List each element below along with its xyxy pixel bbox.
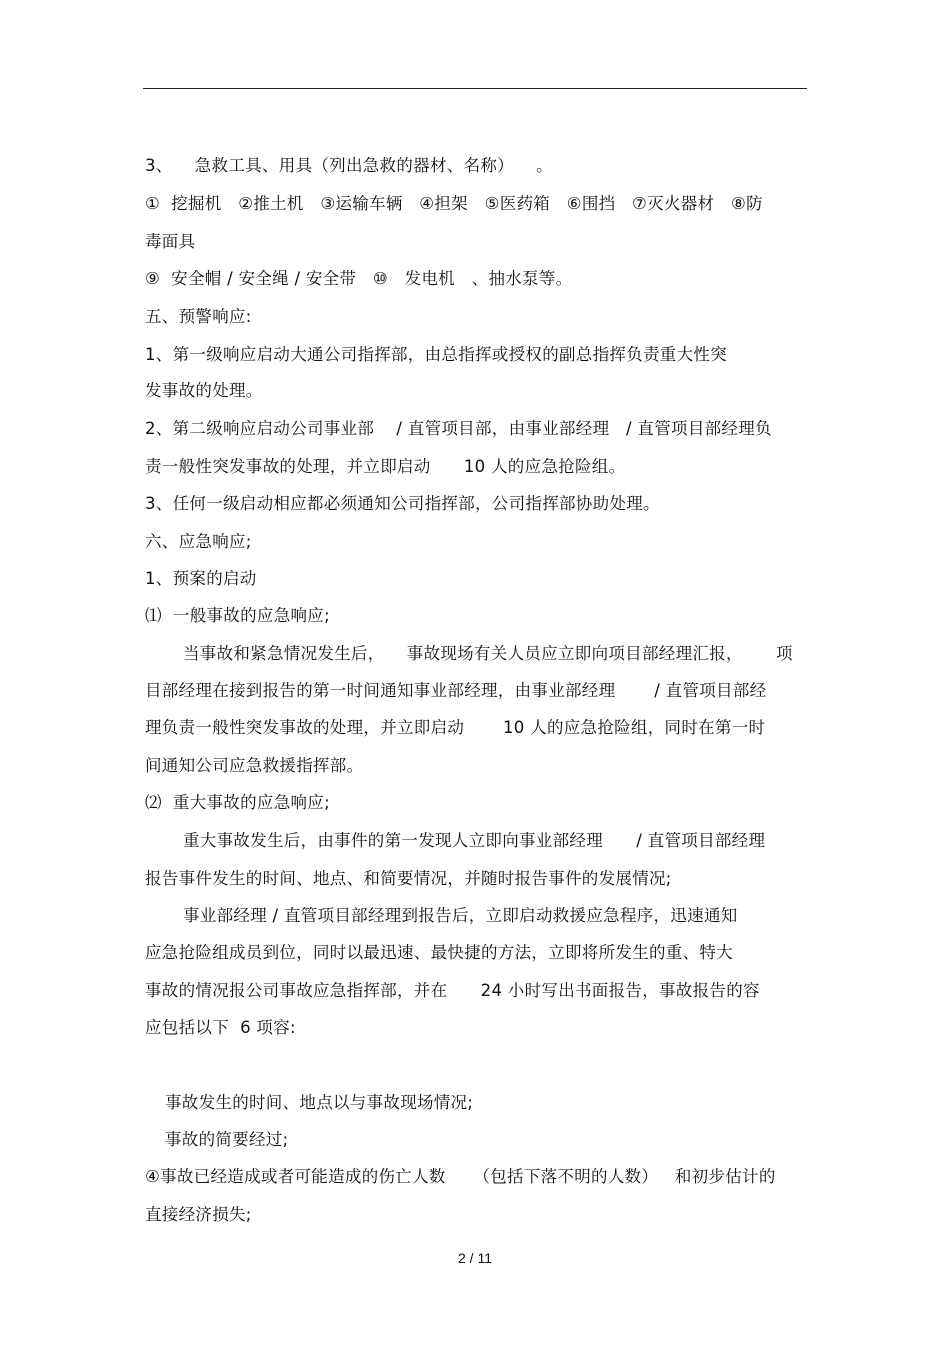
text-line: ⑨ 安全帽 / 安全绳 / 安全带 ⑩ 发电机 、抽水泵等。 [145, 269, 573, 288]
paragraph-line: 事业部经理 / 直管项目部经理到报告后，立即启动救援应急程序，迅速通知 [183, 906, 738, 925]
paragraph-line: 间通知公司应急救援指挥部。 [145, 756, 364, 775]
section-heading: 六、应急响应; [145, 532, 252, 551]
paragraph-line: 目部经理在接到报告的第一时间通知事业部经理，由事业部经理 / 直管项目部经 [145, 681, 767, 700]
page-number: 2 / 11 [458, 1250, 492, 1266]
text-line: 3、 急救工具、用具（列出急救的器材、名称） 。 [145, 156, 553, 175]
text-line: 1、第一级响应启动大通公司指挥部，由总指挥或授权的副总指挥负责重大性突 [145, 345, 727, 364]
paragraph-line: 重大事故发生后，由事件的第一发现人立即向事业部经理 / 直管项目部经理 [183, 831, 766, 850]
paragraph-line: 理负责一般性突发事故的处理，并立即启动 10 人的应急抢险组，同时在第一时 [145, 718, 766, 737]
paragraph-line: 事故的情况报公司事故应急指挥部，并在 24 小时写出书面报告，事故报告的容 [145, 981, 760, 1000]
text-line: 发事故的处理。 [145, 381, 263, 400]
list-item: 事故的简要经过; [165, 1130, 289, 1149]
list-item: 直接经济损失; [145, 1205, 252, 1224]
paragraph-line: 应包括以下 6 项容: [145, 1018, 296, 1037]
header-rule [143, 88, 807, 89]
text-line: 3、任何一级启动相应都必须通知公司指挥部，公司指挥部协助处理。 [145, 494, 660, 513]
text-line: 2、第二级响应启动公司事业部 / 直管项目部，由事业部经理 / 直管项目部经理负 [145, 419, 772, 438]
paragraph-line: 报告事件发生的时间、地点、和简要情况，并随时报告事件的发展情况; [145, 869, 672, 888]
paragraph-line: 应急抢险组成员到位，同时以最迅速、最快捷的方法，立即将所发生的重、特大 [145, 943, 733, 962]
text-line: ⑵ 重大事故的应急响应; [145, 793, 330, 812]
text-line: ① 挖掘机 ②推土机 ③运输车辆 ④担架 ⑤医药箱 ⑥围挡 ⑦灭火器材 ⑧防 [145, 194, 763, 213]
list-item: ④事故已经造成或者可能造成的伤亡人数 （包括下落不明的人数） 和初步估计的 [145, 1167, 776, 1186]
text-line: 毒面具 [145, 232, 196, 251]
subsection-heading: 1、预案的启动 [145, 569, 257, 588]
text-line: 责一般性突发事故的处理，并立即启动 10 人的应急抢险组。 [145, 457, 626, 476]
section-heading: 五、预警响应: [145, 307, 252, 326]
list-item: 事故发生的时间、地点以与事故现场情况; [165, 1093, 474, 1112]
text-line: ⑴ 一般事故的应急响应; [145, 606, 330, 625]
paragraph-line: 当事故和紧急情况发生后， 事故现场有关人员应立即向项目部经理汇报， 项 [183, 644, 793, 663]
